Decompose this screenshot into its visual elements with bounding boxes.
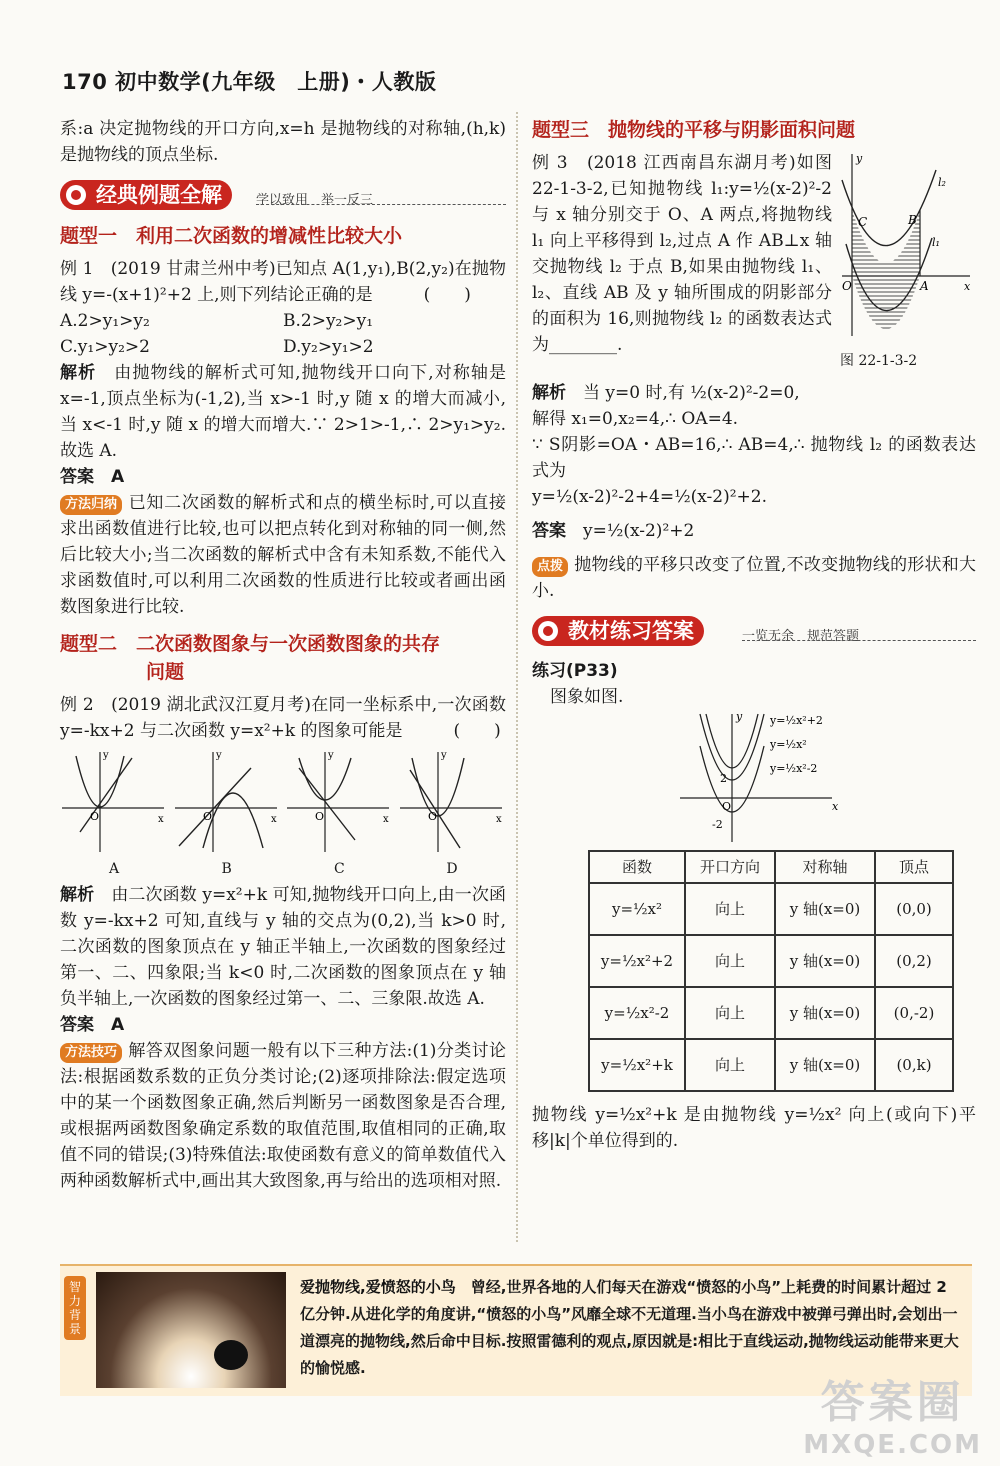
graph-option-b — [173, 748, 281, 878]
table-cell: 向上 — [685, 1039, 775, 1091]
table-row — [589, 1039, 953, 1091]
example-3-solution-2: 解得 x₁=0,x₂=4,∴ OA=4. — [532, 409, 739, 429]
example-1-answer: 答案 A — [60, 467, 125, 487]
example-3-solution-3: ∵ S阴影=OA・AB=16,∴ AB=4,∴ 抛物线 l₂ 的函数表达式为 — [532, 435, 976, 481]
table-header: 对称轴 — [775, 851, 875, 883]
example-2-solution: 解析 由二次函数 y=x²+k 可知,抛物线开口向上,由一次函数 y=-kx+2 可知,直线与 y 轴的交点为(0,2),当 k>0 时,二次函数的图象顶点在 y 轴正半轴上,一次函数的图象经过第一、二、四象限;当 k<0 时,二次函数的图象顶点在 y 轴负半轴上,一次函数的图象经过第一、二、三象限.故选 A. — [60, 885, 506, 1009]
table-cell: (0,-2) — [875, 987, 953, 1039]
graph-option-c — [285, 748, 393, 878]
svg-text:y: y — [328, 750, 334, 761]
table-row — [589, 987, 953, 1039]
practice-plot — [672, 710, 976, 846]
svg-text:x: x — [270, 814, 277, 825]
right-column — [532, 116, 976, 1154]
banner-rule — [742, 640, 976, 641]
graph-option-a — [60, 748, 168, 878]
banner-title: 经典例题全解 — [60, 180, 232, 210]
option-a: A.2>y₁>y₂ — [60, 311, 150, 331]
table-cell: y=½x²+2 — [589, 935, 685, 987]
example-2-stem: 例 2 (2019 湖北武汉江夏月考)在同一坐标系中,一次函数 y=-kx+2 与二次函数 y=x²+k 的图象可能是 ( ) — [60, 695, 506, 741]
svg-text:x: x — [495, 814, 502, 825]
svg-text:B: B — [908, 213, 917, 227]
method-tips-tag: 方法技巧 — [60, 1043, 122, 1063]
section-banner-answers — [532, 616, 976, 650]
table-cell: 向上 — [685, 883, 775, 935]
table-cell: (0,2) — [875, 935, 953, 987]
section-banner-examples — [60, 180, 506, 214]
svg-text:y=½x²+2: y=½x²+2 — [770, 714, 823, 727]
svg-text:O: O — [842, 279, 852, 293]
tip-note: 点拨 抛物线的平移只改变了位置,不改变抛物线的形状和大小. — [532, 555, 976, 601]
graph-label-d: D — [446, 861, 458, 877]
table-cell: y 轴(x=0) — [775, 987, 875, 1039]
answer-table — [588, 850, 954, 1092]
example-2-answer: 答案 A — [60, 1015, 125, 1035]
intro-text: 系:a 决定抛物线的开口方向,x=h 是抛物线的对称轴,(h,k)是抛物线的顶点坐标. — [60, 119, 506, 165]
option-b: B.2>y₂>y₁ — [283, 311, 374, 331]
svg-text:y=½x²: y=½x² — [770, 738, 807, 751]
svg-text:y: y — [736, 710, 743, 723]
svg-text:A: A — [920, 279, 929, 293]
method-summary: 方法归纳 已知二次函数的解析式和点的横坐标时,可以直接求出函数值进行比较,也可以把点转化到对称轴的同一侧,然后比较大小;当二次函数的解析式中含有未知系数,不能代入求函数值时,可以利用二次函数的性质进行比较或者画出函数图象进行比较. — [60, 493, 506, 617]
background-body: 曾经,世界各地的人们每天在游戏“愤怒的小鸟”上耗费的时间累计超过 2 亿分钟.从进化学的角度讲,“愤怒的小鸟”风靡全球不无道理.当小鸟在游戏中被弹弓弹出时,会划出一道漂亮的抛物线,然后命中目标.按照雷德利的观点,原因就是:相比于直线运动,抛物线运动能带来更大的愉悦感. — [300, 1278, 959, 1377]
table-cell: y 轴(x=0) — [775, 883, 875, 935]
svg-text:O: O — [202, 810, 212, 823]
example-2-graphs — [60, 748, 506, 878]
graph-label-a: A — [108, 861, 120, 877]
table-header-row — [589, 851, 953, 883]
practice-title: 练习(P33) — [532, 661, 618, 681]
bullseye-icon — [538, 621, 558, 641]
table-header: 开口方向 — [685, 851, 775, 883]
watermark: 答案圈 MXQE.COM — [803, 1377, 982, 1460]
svg-text:-2: -2 — [712, 818, 723, 831]
table-cell: (0,0) — [875, 883, 953, 935]
svg-text:y: y — [856, 152, 863, 165]
figure-caption: 图 22-1-3-2 — [840, 353, 918, 369]
svg-text:O: O — [315, 810, 325, 823]
practice-intro: 图象如图. — [550, 687, 624, 707]
graph-label-b: B — [221, 861, 232, 877]
table-row — [589, 935, 953, 987]
background-title: 爱抛物线,爱愤怒的小鸟 — [300, 1278, 456, 1296]
table-cell: y=½x²-2 — [589, 987, 685, 1039]
left-column — [60, 116, 506, 1194]
example-3-answer: 答案 y=½(x-2)²+2 — [532, 521, 695, 541]
table-header: 顶点 — [875, 851, 953, 883]
table-cell: y 轴(x=0) — [775, 935, 875, 987]
banner-subtitle: 一览无余 规范答题 — [742, 629, 860, 644]
svg-text:l₂: l₂ — [938, 176, 946, 189]
angry-birds-image — [96, 1272, 286, 1388]
svg-text:O: O — [722, 800, 732, 813]
method-tag: 方法归纳 — [60, 495, 122, 515]
svg-text:C: C — [858, 215, 868, 229]
svg-text:x: x — [964, 280, 971, 293]
type-2-title: 题型二 二次函数图象与一次函数图象的共存 问题 — [60, 633, 441, 683]
svg-text:x: x — [158, 814, 164, 825]
svg-text:y: y — [103, 750, 109, 761]
method-tips: 方法技巧 解答双图象问题一般有以下三种方法:(1)分类讨论法:根据函数系数的正负分类讨论;(2)逐项排除法:假定选项中的某一个函数图象正确,然后判断另一函数图象是否合理,或根据两函数图象确定系数的取值范围,取值相同的正确,取值不同的错误;(3)特殊值法:取使函数有意义的简单数值代入两种函数解析式中,画出其大致图象,再与给出的选项相对照. — [60, 1041, 506, 1191]
option-d: D.y₂>y₁>2 — [283, 337, 374, 357]
type-3-title: 题型三 抛物线的平移与阴影面积问题 — [532, 119, 856, 141]
svg-text:O: O — [427, 810, 437, 823]
svg-text:y=½x²-2: y=½x²-2 — [770, 762, 818, 775]
svg-text:O: O — [90, 810, 100, 823]
svg-text:x: x — [383, 814, 389, 825]
example-3-stem: 例 3 (2018 江西南昌东湖月考)如图 22-1-3-2,已知抛物线 l₁:y=½(x-2)²-2 与 x 轴分别交于 O、A 两点,将抛物线 l₁ 向上平移得到 l₂,过点 A 作 AB⊥x 轴交抛物线 l₂ 于点 B,如果由抛物线 l₁、l₂、直线 AB 及 y 轴所围成的阴影部分的面积为 16,则抛物线 l₂ 的函数表达式为________. — [532, 153, 832, 355]
column-divider — [516, 112, 518, 1242]
table-header: 函数 — [589, 851, 685, 883]
tip-tag: 点拨 — [532, 557, 568, 577]
graph-option-d — [398, 748, 506, 878]
banner-title: 教材练习答案 — [532, 616, 704, 646]
graph-label-c: C — [333, 861, 345, 877]
option-c: C.y₁>y₂>2 — [60, 337, 150, 357]
table-cell: 向上 — [685, 935, 775, 987]
side-label: 智力背景 — [64, 1276, 86, 1340]
example-1-solution: 解析 由抛物线的解析式可知,抛物线开口向下,对称轴是 x=-1,顶点坐标为(-1,2),当 x>-1 时,y 随 x 的增大而减小,当 x<-1 时,y 随 x 的增大而增大.∵ 2>1>-1,∴ 2>y₁>y₂.故选 A. — [60, 363, 507, 461]
example-1-options — [60, 308, 506, 360]
type-1-title: 题型一 利用二次函数的增减性比较大小 — [60, 225, 403, 247]
table-cell: y=½x²+k — [589, 1039, 685, 1091]
banner-rule — [256, 204, 506, 205]
svg-text:x: x — [832, 800, 839, 813]
table-cell: (0,k) — [875, 1039, 953, 1091]
example-3-solution-4: y=½(x-2)²-2+4=½(x-2)²+2. — [532, 487, 767, 507]
example-1-stem: 例 1 (2019 甘肃兰州中考)已知点 A(1,y₁),B(2,y₂)在抛物线 y=-(x+1)²+2 上,则下列结论正确的是 ( ) — [60, 259, 506, 305]
table-cell: y 轴(x=0) — [775, 1039, 875, 1091]
svg-text:2: 2 — [720, 772, 727, 785]
example-3-block — [532, 150, 976, 374]
table-cell: y=½x² — [589, 883, 685, 935]
practice-conclusion: 抛物线 y=½x²+k 是由抛物线 y=½x² 向上(或向下)平移|k|个单位得到的. — [532, 1105, 976, 1151]
figure-22-1-3-2 — [840, 150, 976, 374]
table-row — [589, 883, 953, 935]
banner-subtitle: 学以致用 举一反三 — [256, 193, 374, 208]
svg-text:y: y — [215, 750, 222, 761]
bird-icon — [214, 1340, 248, 1370]
svg-text:l₁: l₁ — [932, 236, 940, 249]
example-3-solution-1: 解析 当 y=0 时,有 ½(x-2)²-2=0, — [532, 383, 800, 403]
table-cell: 向上 — [685, 987, 775, 1039]
svg-text:y: y — [440, 750, 447, 761]
page-header: 170 初中数学(九年级 上册)・人教版 — [62, 70, 437, 94]
bullseye-icon — [66, 185, 86, 205]
